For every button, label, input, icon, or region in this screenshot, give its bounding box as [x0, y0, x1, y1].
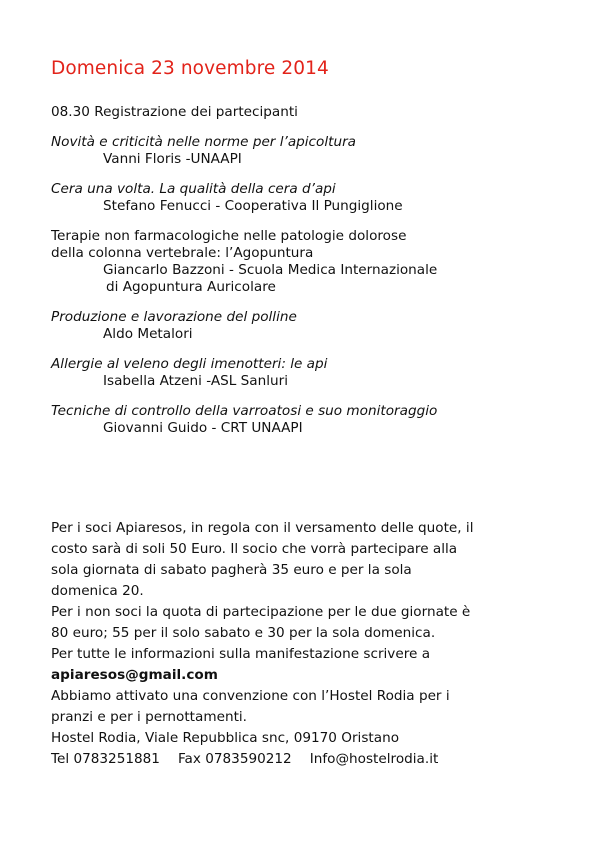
spacer — [51, 215, 571, 228]
talk-speaker: Stefano Fenucci - Cooperativa Il Pungiglione — [103, 198, 403, 214]
spacer — [51, 168, 571, 181]
spacer — [51, 296, 571, 309]
info-line: 80 euro; 55 per il solo sabato e 30 per la sola domenica. — [51, 625, 436, 641]
talk-title: Terapie non farmacologiche nelle patologie dolorose — [51, 228, 407, 244]
page-title: Domenica 23 novembre 2014 — [51, 58, 329, 79]
talk-speaker: Vanni Floris -UNAAPI — [103, 151, 242, 167]
hostel-fax: Fax 0783590212 — [177, 751, 292, 767]
hostel-line: pranzi e per i pernottamenti. — [51, 709, 247, 725]
hostel-address: Hostel Rodia, Viale Repubblica snc, 09170 Oristano — [51, 730, 400, 746]
talk-title: Cera una volta. La qualità della cera d’api — [51, 181, 336, 197]
contact-email[interactable]: apiaresos@gmail.com — [51, 667, 218, 683]
talk-title: Allergie al veleno degli imenotteri: le api — [51, 356, 328, 372]
talk-speaker: Giovanni Guido - CRT UNAAPI — [103, 420, 303, 436]
talk-speaker: di Agopuntura Auricolare — [106, 279, 276, 295]
info-line: Per i soci Apiaresos, in regola con il versamento delle quote, il — [51, 520, 474, 536]
talk-title: Novità e criticità nelle norme per l’apicoltura — [51, 134, 356, 150]
talk-title: Produzione e lavorazione del polline — [51, 309, 297, 325]
hostel-contacts — [51, 749, 571, 770]
hostel-email[interactable]: Info@hostelrodia.it — [309, 751, 439, 767]
talk-title: Tecniche di controllo della varroatosi e suo monitoraggio — [51, 403, 438, 419]
registration-line: 08.30 Registrazione dei partecipanti — [51, 104, 298, 120]
talk-speaker: Isabella Atzeni -ASL Sanluri — [103, 373, 288, 389]
info-line: costo sarà di soli 50 Euro. Il socio che vorrà partecipare alla — [51, 541, 458, 557]
spacer — [51, 390, 571, 403]
spacer — [51, 121, 571, 134]
info-section — [51, 518, 571, 770]
info-line: domenica 20. — [51, 583, 144, 599]
schedule — [51, 104, 571, 437]
spacer — [51, 343, 571, 356]
talk-title: della colonna vertebrale: l’Agopuntura — [51, 245, 314, 261]
info-line: Per i non soci la quota di partecipazione per le due giornate è — [51, 604, 471, 620]
hostel-phone: Tel 0783251881 — [51, 751, 160, 767]
talk-speaker: Giancarlo Bazzoni - Scuola Medica Internazionale — [103, 262, 438, 278]
hostel-line: Abbiamo attivato una convenzione con l’Hostel Rodia per i — [51, 688, 450, 704]
info-line: Per tutte le informazioni sulla manifestazione scrivere a — [51, 646, 431, 662]
talk-speaker: Aldo Metalori — [103, 326, 193, 342]
info-line: sola giornata di sabato pagherà 35 euro e per la sola — [51, 562, 412, 578]
